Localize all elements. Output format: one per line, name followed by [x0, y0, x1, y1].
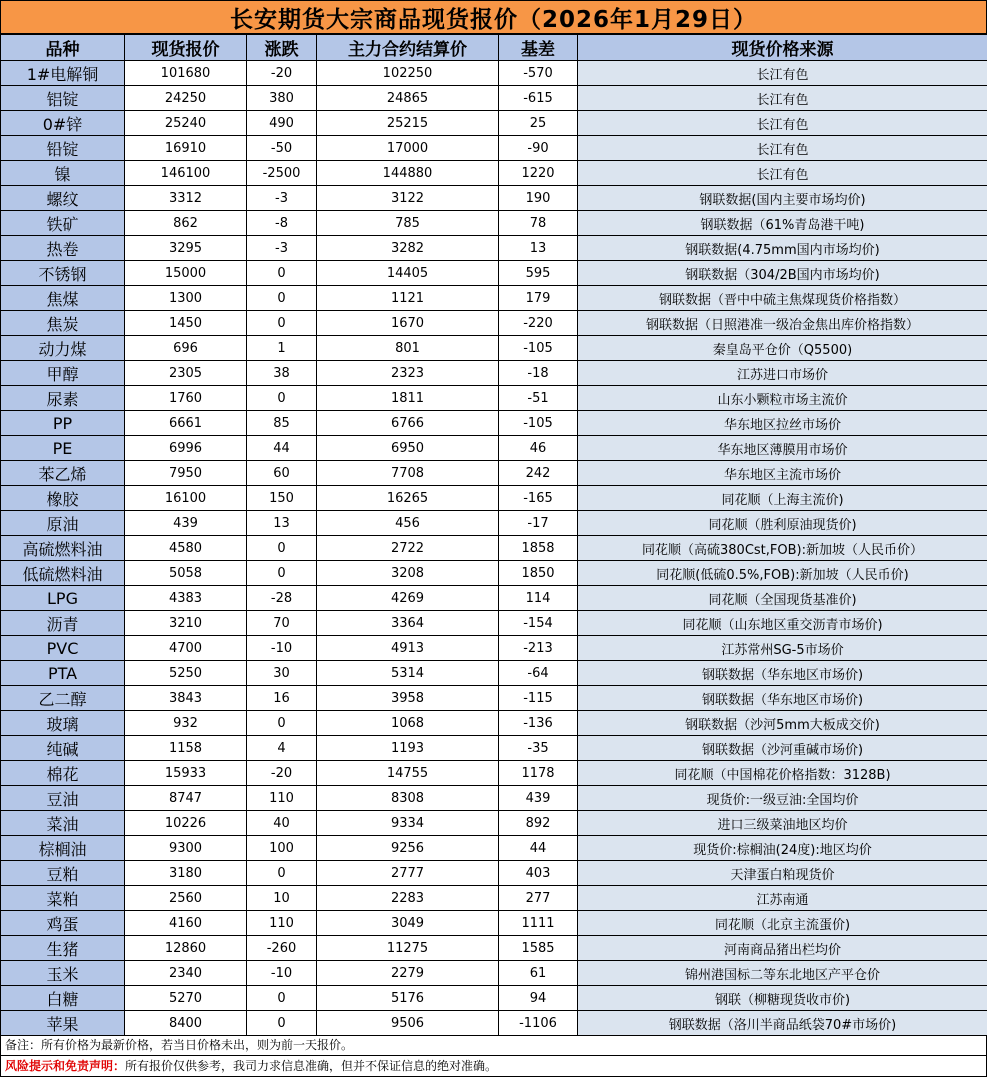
cell-price-source: 钢联数据（61%青岛港干吨) [578, 211, 987, 236]
cell-change: 0 [247, 986, 317, 1011]
cell-price-source: 天津蛋白粕现货价 [578, 861, 987, 886]
col-header-change: 涨跌 [247, 35, 317, 61]
cell-name: 热卷 [1, 236, 125, 261]
cell-spot-price: 2305 [125, 361, 247, 386]
col-header-name: 品种 [1, 35, 125, 61]
col-header-spot: 现货报价 [125, 35, 247, 61]
cell-settlement-price: 3958 [317, 686, 499, 711]
cell-price-source: 江苏常州SG-5市场价 [578, 636, 987, 661]
cell-basis: -165 [499, 486, 578, 511]
cell-price-source: 现货价:棕榈油(24度):地区均价 [578, 836, 987, 861]
cell-name: 玉米 [1, 961, 125, 986]
cell-price-source: 长江有色 [578, 61, 987, 86]
cell-name: 玻璃 [1, 711, 125, 736]
cell-basis: 1178 [499, 761, 578, 786]
cell-price-source: 钢联数据（沙河重碱市场价) [578, 736, 987, 761]
cell-basis: 78 [499, 211, 578, 236]
cell-change: 4 [247, 736, 317, 761]
price-table [0, 34, 987, 1036]
cell-spot-price: 6996 [125, 436, 247, 461]
cell-name: 乙二醇 [1, 686, 125, 711]
cell-change: -2500 [247, 161, 317, 186]
cell-spot-price: 15000 [125, 261, 247, 286]
cell-spot-price: 15933 [125, 761, 247, 786]
cell-change: -10 [247, 961, 317, 986]
cell-basis: 595 [499, 261, 578, 286]
cell-basis: 44 [499, 836, 578, 861]
cell-basis: 25 [499, 111, 578, 136]
cell-name: PVC [1, 636, 125, 661]
table-row [1, 811, 987, 836]
cell-spot-price: 3295 [125, 236, 247, 261]
cell-settlement-price: 11275 [317, 936, 499, 961]
cell-price-source: 长江有色 [578, 111, 987, 136]
table-row [1, 161, 987, 186]
cell-change: 30 [247, 661, 317, 686]
cell-change: -8 [247, 211, 317, 236]
table-row [1, 961, 987, 986]
cell-change: 150 [247, 486, 317, 511]
cell-name: 棉花 [1, 761, 125, 786]
cell-spot-price: 3210 [125, 611, 247, 636]
cell-change: -20 [247, 61, 317, 86]
cell-basis: -17 [499, 511, 578, 536]
table-row [1, 111, 987, 136]
cell-settlement-price: 6950 [317, 436, 499, 461]
cell-change: 38 [247, 361, 317, 386]
cell-spot-price: 3312 [125, 186, 247, 211]
cell-settlement-price: 9506 [317, 1011, 499, 1036]
cell-price-source: 江苏进口市场价 [578, 361, 987, 386]
cell-settlement-price: 3364 [317, 611, 499, 636]
cell-settlement-price: 14755 [317, 761, 499, 786]
cell-change: 60 [247, 461, 317, 486]
cell-name: 白糖 [1, 986, 125, 1011]
cell-name: 铅锭 [1, 136, 125, 161]
table-row [1, 286, 987, 311]
cell-name: 苹果 [1, 1011, 125, 1036]
cell-change: -3 [247, 236, 317, 261]
table-row [1, 311, 987, 336]
cell-name: 螺纹 [1, 186, 125, 211]
cell-basis: -105 [499, 411, 578, 436]
cell-name: 1#电解铜 [1, 61, 125, 86]
cell-name: 镍 [1, 161, 125, 186]
table-row [1, 886, 987, 911]
cell-change: 70 [247, 611, 317, 636]
cell-name: 菜油 [1, 811, 125, 836]
cell-settlement-price: 9334 [317, 811, 499, 836]
cell-change: 85 [247, 411, 317, 436]
cell-basis: -35 [499, 736, 578, 761]
cell-basis: 1858 [499, 536, 578, 561]
cell-change: 110 [247, 786, 317, 811]
cell-price-source: 同花顺（中国棉花价格指数：3128B) [578, 761, 987, 786]
cell-settlement-price: 2283 [317, 886, 499, 911]
cell-name: PTA [1, 661, 125, 686]
cell-price-source: 同花顺（北京主流蛋价) [578, 911, 987, 936]
cell-spot-price: 4160 [125, 911, 247, 936]
cell-spot-price: 146100 [125, 161, 247, 186]
cell-change: 100 [247, 836, 317, 861]
cell-settlement-price: 4913 [317, 636, 499, 661]
cell-settlement-price: 3122 [317, 186, 499, 211]
cell-basis: 1111 [499, 911, 578, 936]
cell-change: 13 [247, 511, 317, 536]
cell-price-source: 长江有色 [578, 136, 987, 161]
cell-settlement-price: 5176 [317, 986, 499, 1011]
cell-settlement-price: 1193 [317, 736, 499, 761]
cell-name: 橡胶 [1, 486, 125, 511]
table-row [1, 511, 987, 536]
cell-basis: 61 [499, 961, 578, 986]
cell-change: -28 [247, 586, 317, 611]
cell-settlement-price: 2777 [317, 861, 499, 886]
table-row [1, 761, 987, 786]
cell-spot-price: 1450 [125, 311, 247, 336]
cell-settlement-price: 785 [317, 211, 499, 236]
cell-spot-price: 4580 [125, 536, 247, 561]
cell-price-source: 钢联数据（华东地区市场价) [578, 661, 987, 686]
col-header-basis: 基差 [499, 35, 578, 61]
table-row [1, 411, 987, 436]
table-row [1, 861, 987, 886]
page-title: 长安期货大宗商品现货报价（2026年1月29日） [0, 0, 987, 34]
table-row [1, 211, 987, 236]
cell-basis: -51 [499, 386, 578, 411]
table-row [1, 486, 987, 511]
cell-spot-price: 4383 [125, 586, 247, 611]
cell-basis: -18 [499, 361, 578, 386]
cell-change: 490 [247, 111, 317, 136]
cell-spot-price: 16910 [125, 136, 247, 161]
cell-name: PP [1, 411, 125, 436]
cell-settlement-price: 1811 [317, 386, 499, 411]
cell-settlement-price: 8308 [317, 786, 499, 811]
cell-name: 棕榈油 [1, 836, 125, 861]
cell-basis: 94 [499, 986, 578, 1011]
cell-settlement-price: 7708 [317, 461, 499, 486]
cell-spot-price: 5058 [125, 561, 247, 586]
cell-spot-price: 696 [125, 336, 247, 361]
table-row [1, 86, 987, 111]
cell-price-source: 钢联数据（日照港准一级冶金焦出库价格指数） [578, 311, 987, 336]
footnote: 备注：所有价格为最新价格，若当日价格未出，则为前一天报价。 [0, 1036, 987, 1056]
table-row [1, 836, 987, 861]
cell-change: 0 [247, 561, 317, 586]
table-row [1, 661, 987, 686]
table-row [1, 336, 987, 361]
cell-spot-price: 16100 [125, 486, 247, 511]
cell-spot-price: 2560 [125, 886, 247, 911]
cell-basis: 403 [499, 861, 578, 886]
cell-price-source: 现货价:一级豆油:全国均价 [578, 786, 987, 811]
cell-price-source: 华东地区薄膜用市场价 [578, 436, 987, 461]
cell-name: 豆油 [1, 786, 125, 811]
table-row [1, 1011, 987, 1036]
table-row [1, 461, 987, 486]
cell-settlement-price: 25215 [317, 111, 499, 136]
cell-change: 0 [247, 261, 317, 286]
table-row [1, 436, 987, 461]
table-row [1, 186, 987, 211]
cell-price-source: 秦皇岛平仓价（Q5500) [578, 336, 987, 361]
cell-change: 1 [247, 336, 317, 361]
cell-settlement-price: 102250 [317, 61, 499, 86]
table-row [1, 786, 987, 811]
cell-settlement-price: 5314 [317, 661, 499, 686]
cell-change: 16 [247, 686, 317, 711]
table-row [1, 911, 987, 936]
cell-spot-price: 9300 [125, 836, 247, 861]
cell-name: 原油 [1, 511, 125, 536]
cell-basis: 1220 [499, 161, 578, 186]
cell-basis: 1585 [499, 936, 578, 961]
cell-name: 菜粕 [1, 886, 125, 911]
cell-change: -10 [247, 636, 317, 661]
cell-settlement-price: 144880 [317, 161, 499, 186]
cell-price-source: 长江有色 [578, 161, 987, 186]
cell-settlement-price: 801 [317, 336, 499, 361]
cell-name: 甲醇 [1, 361, 125, 386]
cell-name: PE [1, 436, 125, 461]
table-row [1, 586, 987, 611]
cell-change: 0 [247, 536, 317, 561]
cell-price-source: 钢联数据（304/2B国内市场均价) [578, 261, 987, 286]
cell-basis: 13 [499, 236, 578, 261]
cell-name: 尿素 [1, 386, 125, 411]
cell-spot-price: 1300 [125, 286, 247, 311]
cell-basis: 190 [499, 186, 578, 211]
cell-basis: -220 [499, 311, 578, 336]
cell-name: 低硫燃料油 [1, 561, 125, 586]
cell-basis: -570 [499, 61, 578, 86]
cell-spot-price: 7950 [125, 461, 247, 486]
table-row [1, 611, 987, 636]
cell-price-source: 同花顺（高硫380Cst,FOB):新加坡（人民币价） [578, 536, 987, 561]
cell-price-source: 同花顺（上海主流价) [578, 486, 987, 511]
cell-name: 纯碱 [1, 736, 125, 761]
table-row [1, 636, 987, 661]
cell-name: 0#锌 [1, 111, 125, 136]
table-row [1, 236, 987, 261]
cell-spot-price: 5250 [125, 661, 247, 686]
table-row [1, 686, 987, 711]
disclaimer-label: 风险提示和免责声明： [5, 1059, 125, 1073]
cell-basis: 242 [499, 461, 578, 486]
cell-price-source: 进口三级菜油地区均价 [578, 811, 987, 836]
cell-price-source: 锦州港国标二等东北地区产平仓价 [578, 961, 987, 986]
cell-change: -50 [247, 136, 317, 161]
cell-settlement-price: 2323 [317, 361, 499, 386]
table-body [1, 61, 987, 1036]
disclaimer-text: 所有报价仅供参考，我司力求信息准确，但并不保证信息的绝对准确。 [125, 1059, 497, 1073]
cell-settlement-price: 2279 [317, 961, 499, 986]
cell-change: -3 [247, 186, 317, 211]
cell-basis: 439 [499, 786, 578, 811]
cell-price-source: 钢联数据(国内主要市场均价) [578, 186, 987, 211]
cell-change: 0 [247, 861, 317, 886]
cell-price-source: 钢联数据（晋中中硫主焦煤现货价格指数） [578, 286, 987, 311]
col-header-source: 现货价格来源 [578, 35, 987, 61]
cell-spot-price: 1760 [125, 386, 247, 411]
cell-price-source: 长江有色 [578, 86, 987, 111]
cell-settlement-price: 16265 [317, 486, 499, 511]
cell-name: 高硫燃料油 [1, 536, 125, 561]
cell-name: 焦炭 [1, 311, 125, 336]
cell-change: -260 [247, 936, 317, 961]
cell-spot-price: 8400 [125, 1011, 247, 1036]
cell-change: 10 [247, 886, 317, 911]
cell-change: 40 [247, 811, 317, 836]
cell-price-source: 钢联（柳糖现货收市价) [578, 986, 987, 1011]
cell-change: 44 [247, 436, 317, 461]
table-row [1, 136, 987, 161]
cell-name: 苯乙烯 [1, 461, 125, 486]
cell-name: 鸡蛋 [1, 911, 125, 936]
cell-spot-price: 12860 [125, 936, 247, 961]
table-row [1, 361, 987, 386]
table-row [1, 936, 987, 961]
cell-price-source: 同花顺(低硫0.5%,FOB):新加坡（人民币价) [578, 561, 987, 586]
cell-price-source: 江苏南通 [578, 886, 987, 911]
cell-settlement-price: 1121 [317, 286, 499, 311]
cell-settlement-price: 2722 [317, 536, 499, 561]
cell-spot-price: 932 [125, 711, 247, 736]
cell-spot-price: 5270 [125, 986, 247, 1011]
cell-basis: 179 [499, 286, 578, 311]
cell-spot-price: 1158 [125, 736, 247, 761]
table-row [1, 986, 987, 1011]
table-row [1, 386, 987, 411]
cell-change: 0 [247, 1011, 317, 1036]
cell-basis: -115 [499, 686, 578, 711]
cell-spot-price: 3843 [125, 686, 247, 711]
cell-basis: 46 [499, 436, 578, 461]
table-row [1, 561, 987, 586]
cell-settlement-price: 1670 [317, 311, 499, 336]
cell-price-source: 山东小颗粒市场主流价 [578, 386, 987, 411]
cell-basis: 892 [499, 811, 578, 836]
cell-settlement-price: 456 [317, 511, 499, 536]
cell-spot-price: 8747 [125, 786, 247, 811]
cell-change: -20 [247, 761, 317, 786]
cell-spot-price: 3180 [125, 861, 247, 886]
cell-change: 0 [247, 386, 317, 411]
cell-spot-price: 6661 [125, 411, 247, 436]
cell-settlement-price: 3049 [317, 911, 499, 936]
cell-name: LPG [1, 586, 125, 611]
cell-spot-price: 4700 [125, 636, 247, 661]
cell-spot-price: 24250 [125, 86, 247, 111]
cell-name: 铝锭 [1, 86, 125, 111]
cell-settlement-price: 9256 [317, 836, 499, 861]
cell-price-source: 同花顺（山东地区重交沥青市场价) [578, 611, 987, 636]
header-row [1, 35, 987, 61]
table-row [1, 736, 987, 761]
cell-basis: -615 [499, 86, 578, 111]
cell-spot-price: 101680 [125, 61, 247, 86]
cell-basis: 1850 [499, 561, 578, 586]
table-row [1, 261, 987, 286]
cell-basis: -64 [499, 661, 578, 686]
cell-name: 沥青 [1, 611, 125, 636]
cell-price-source: 钢联数据(4.75mm国内市场均价) [578, 236, 987, 261]
cell-spot-price: 862 [125, 211, 247, 236]
cell-settlement-price: 3282 [317, 236, 499, 261]
cell-price-source: 河南商品猪出栏均价 [578, 936, 987, 961]
table-row [1, 536, 987, 561]
cell-basis: -136 [499, 711, 578, 736]
cell-basis: -1106 [499, 1011, 578, 1036]
cell-basis: 277 [499, 886, 578, 911]
cell-name: 铁矿 [1, 211, 125, 236]
cell-basis: -154 [499, 611, 578, 636]
cell-change: 110 [247, 911, 317, 936]
cell-settlement-price: 6766 [317, 411, 499, 436]
cell-settlement-price: 14405 [317, 261, 499, 286]
cell-change: 0 [247, 711, 317, 736]
cell-price-source: 同花顺（胜利原油现货价) [578, 511, 987, 536]
cell-settlement-price: 17000 [317, 136, 499, 161]
cell-basis: 114 [499, 586, 578, 611]
cell-change: 380 [247, 86, 317, 111]
cell-price-source: 华东地区主流市场价 [578, 461, 987, 486]
cell-name: 豆粕 [1, 861, 125, 886]
cell-basis: -213 [499, 636, 578, 661]
cell-spot-price: 439 [125, 511, 247, 536]
cell-settlement-price: 1068 [317, 711, 499, 736]
cell-spot-price: 2340 [125, 961, 247, 986]
cell-name: 焦煤 [1, 286, 125, 311]
cell-change: 0 [247, 311, 317, 336]
cell-spot-price: 25240 [125, 111, 247, 136]
cell-basis: -105 [499, 336, 578, 361]
cell-settlement-price: 3208 [317, 561, 499, 586]
cell-price-source: 钢联数据（华东地区市场价) [578, 686, 987, 711]
cell-price-source: 同花顺（全国现货基准价) [578, 586, 987, 611]
cell-price-source: 钢联数据（沙河5mm大板成交价) [578, 711, 987, 736]
col-header-settle: 主力合约结算价 [317, 35, 499, 61]
cell-settlement-price: 4269 [317, 586, 499, 611]
table-row [1, 61, 987, 86]
cell-change: 0 [247, 286, 317, 311]
cell-basis: -90 [499, 136, 578, 161]
cell-name: 生猪 [1, 936, 125, 961]
cell-name: 不锈钢 [1, 261, 125, 286]
cell-name: 动力煤 [1, 336, 125, 361]
table-row [1, 711, 987, 736]
cell-spot-price: 10226 [125, 811, 247, 836]
cell-price-source: 钢联数据（洛川半商品纸袋70#市场价) [578, 1011, 987, 1036]
cell-price-source: 华东地区拉丝市场价 [578, 411, 987, 436]
cell-settlement-price: 24865 [317, 86, 499, 111]
